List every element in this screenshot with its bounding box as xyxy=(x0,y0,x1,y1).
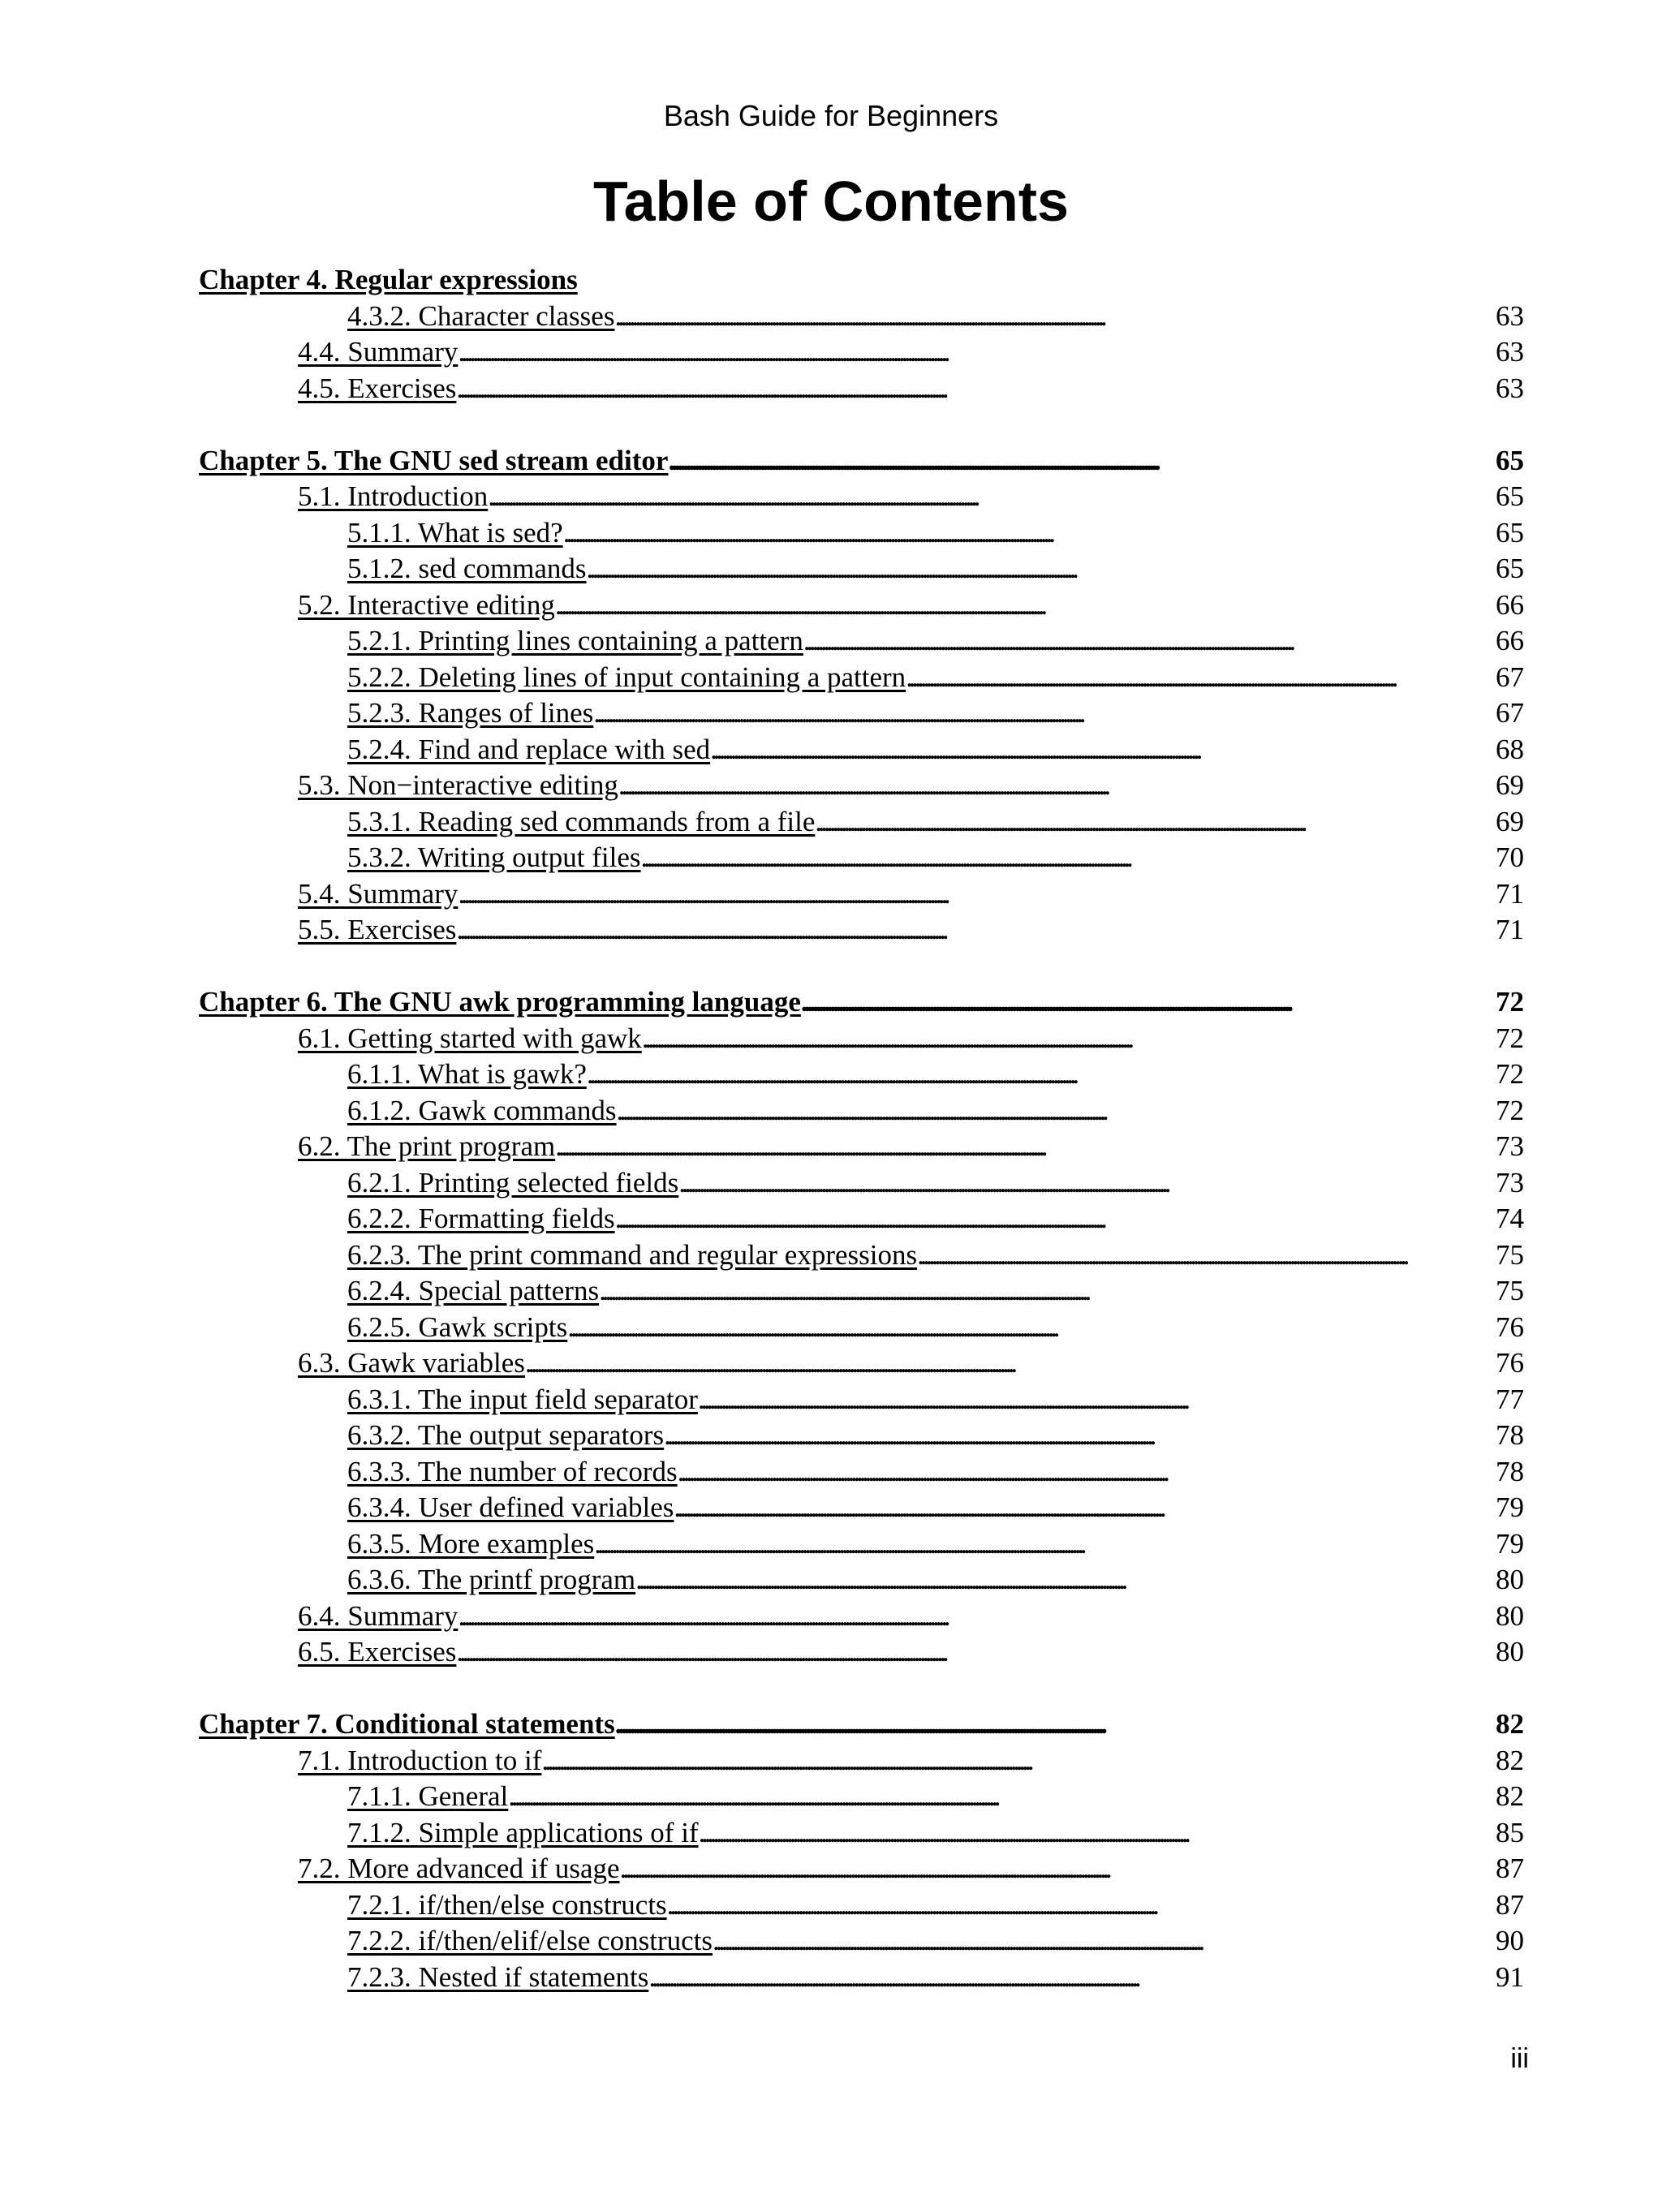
toc-entry xyxy=(199,695,1524,732)
toc-entry-link[interactable]: 7.1.1. General xyxy=(347,1780,509,1812)
toc-page-number: 75 xyxy=(1496,1238,1524,1271)
toc-entry-link[interactable]: 5.3.2. Writing output files xyxy=(347,841,641,873)
dot-leader xyxy=(642,1021,1496,1057)
toc-entry-link[interactable]: 7.1. Introduction to if xyxy=(298,1744,542,1776)
toc-entry xyxy=(199,299,1524,335)
toc-entry-link[interactable]: 7.1.2. Simple applications of if xyxy=(347,1816,699,1848)
toc-entry xyxy=(199,804,1524,841)
page-number: iii xyxy=(1510,2043,1529,2074)
dot-leader xyxy=(594,1526,1496,1563)
toc-entry xyxy=(199,1382,1524,1418)
dot-leader xyxy=(456,371,1496,407)
toc-entry-link[interactable]: 6.3. Gawk variables xyxy=(298,1347,525,1379)
toc-entry xyxy=(199,1454,1524,1491)
table-of-contents xyxy=(199,262,1524,1995)
toc-entry-link[interactable]: 4.4. Summary xyxy=(298,336,459,368)
dot-leader xyxy=(616,1093,1496,1130)
toc-entry-link[interactable]: Chapter 4. Regular expressions xyxy=(199,264,578,295)
dot-leader xyxy=(488,479,1496,515)
toc-page-number: 79 xyxy=(1496,1491,1524,1523)
toc-entry-link[interactable]: 6.3.2. The output separators xyxy=(347,1419,665,1451)
toc-entry xyxy=(199,1093,1524,1130)
dot-leader xyxy=(906,660,1496,696)
toc-entry xyxy=(199,1743,1524,1779)
dot-leader xyxy=(667,1887,1496,1924)
toc-page-number: 66 xyxy=(1496,588,1524,621)
dot-leader xyxy=(699,1815,1496,1852)
toc-entry xyxy=(199,587,1524,624)
toc-entry xyxy=(199,1634,1524,1671)
dot-leader xyxy=(710,732,1496,768)
dot-leader xyxy=(668,443,1496,480)
toc-page-number: 65 xyxy=(1496,480,1524,512)
toc-page-number: 77 xyxy=(1496,1383,1524,1415)
toc-entry-link[interactable]: 6.2.5. Gawk scripts xyxy=(347,1310,568,1343)
toc-entry xyxy=(199,1237,1524,1274)
dot-leader xyxy=(713,1923,1496,1960)
dot-leader xyxy=(614,299,1496,335)
toc-page-number: 67 xyxy=(1496,697,1524,729)
toc-entry xyxy=(199,1345,1524,1382)
toc-page-number: 82 xyxy=(1496,1780,1524,1812)
toc-entry-link[interactable]: 7.2. More advanced if usage xyxy=(298,1853,620,1884)
toc-entry xyxy=(199,1490,1524,1526)
toc-entry-link[interactable]: 5.3. Non−interactive editing xyxy=(298,769,618,801)
toc-entry xyxy=(199,1779,1524,1815)
toc-page-number: 79 xyxy=(1496,1527,1524,1560)
toc-entry xyxy=(199,1021,1524,1057)
toc-entry-link[interactable]: 6.5. Exercises xyxy=(298,1636,457,1668)
toc-entry-link[interactable]: Chapter 7. Conditional statements xyxy=(199,1708,615,1740)
toc-entry xyxy=(199,1273,1524,1310)
toc-page-number: 80 xyxy=(1496,1636,1524,1668)
toc-entry xyxy=(199,840,1524,876)
dot-leader xyxy=(541,1743,1496,1779)
toc-entry-link[interactable]: 7.2.1. if/then/else constructs xyxy=(347,1888,667,1921)
toc-page-number: 72 xyxy=(1496,986,1524,1018)
toc-entry-link[interactable]: 5.5. Exercises xyxy=(298,914,457,945)
toc-page-number: 69 xyxy=(1496,805,1524,837)
dot-leader xyxy=(815,804,1496,841)
toc-entry-link[interactable]: 6.3.1. The input field separator xyxy=(347,1383,698,1415)
dot-leader xyxy=(458,1599,1496,1635)
toc-entry-link[interactable]: 5.1.2. sed commands xyxy=(347,553,587,584)
dot-leader xyxy=(698,1382,1496,1418)
toc-page-number: 73 xyxy=(1496,1130,1524,1162)
toc-entry-link[interactable]: 6.3.4. User defined variables xyxy=(347,1491,674,1523)
dot-leader xyxy=(458,876,1496,913)
toc-page-number: 82 xyxy=(1496,1744,1524,1776)
toc-entry-link[interactable]: 6.1.1. What is gawk? xyxy=(347,1058,587,1090)
toc-entry-link[interactable]: 6.2. The print program xyxy=(298,1130,556,1162)
dot-leader xyxy=(567,1310,1496,1346)
dot-leader xyxy=(555,587,1496,624)
dot-leader xyxy=(587,1057,1496,1093)
toc-page-number: 78 xyxy=(1496,1419,1524,1451)
toc-page-number: 65 xyxy=(1496,444,1524,476)
toc-page-number: 68 xyxy=(1496,733,1524,765)
toc-chapter-entry xyxy=(199,262,1524,299)
toc-entry-link[interactable]: 5.2. Interactive editing xyxy=(298,588,555,621)
toc-entry-link[interactable]: 4.3.2. Character classes xyxy=(347,299,615,332)
toc-page-number: 87 xyxy=(1496,1888,1524,1921)
dot-leader xyxy=(801,984,1496,1021)
toc-entry-link[interactable]: 5.2.3. Ranges of lines xyxy=(347,697,594,729)
toc-entry-link[interactable]: 5.1. Introduction xyxy=(298,480,489,512)
toc-entry xyxy=(199,876,1524,913)
toc-page-number: 70 xyxy=(1496,841,1524,873)
dot-leader xyxy=(674,1490,1496,1526)
toc-page-number: 75 xyxy=(1496,1275,1524,1306)
toc-page-number: 91 xyxy=(1496,1960,1524,1993)
dot-leader xyxy=(456,912,1496,949)
toc-entry xyxy=(199,768,1524,804)
toc-entry-link[interactable]: 5.3.1. Reading sed commands from a file xyxy=(347,805,816,837)
toc-entry xyxy=(199,515,1524,552)
dot-leader xyxy=(525,1345,1496,1382)
toc-entry xyxy=(199,660,1524,696)
toc-entry-link[interactable]: 6.3.5. More examples xyxy=(347,1527,595,1560)
toc-entry xyxy=(199,1165,1524,1202)
dot-leader xyxy=(678,1454,1496,1491)
dot-leader xyxy=(618,768,1496,804)
dot-leader xyxy=(587,551,1496,587)
toc-entry xyxy=(199,551,1524,587)
toc-page-number: 72 xyxy=(1496,1058,1524,1090)
toc-entry xyxy=(199,1201,1524,1237)
dot-leader xyxy=(555,1129,1496,1165)
toc-entry-link[interactable]: 6.1. Getting started with gawk xyxy=(298,1022,642,1054)
toc-page-number: 76 xyxy=(1496,1310,1524,1343)
dot-leader xyxy=(615,1706,1496,1743)
toc-entry-link[interactable]: Chapter 5. The GNU sed stream editor xyxy=(199,444,669,476)
section-gap xyxy=(199,407,1524,443)
dot-leader xyxy=(615,1201,1496,1237)
toc-entry-link[interactable]: 6.2.2. Formatting fields xyxy=(347,1203,615,1234)
toc-chapter-entry xyxy=(199,1706,1524,1743)
toc-page-number: 72 xyxy=(1496,1022,1524,1054)
toc-entry-link[interactable]: 6.3.3. The number of records xyxy=(347,1455,678,1487)
toc-entry xyxy=(199,1129,1524,1165)
toc-entry xyxy=(199,1923,1524,1960)
dot-leader xyxy=(635,1562,1496,1599)
page-title: Table of Contents xyxy=(593,170,1069,233)
toc-entry xyxy=(199,623,1524,660)
toc-chapter-entry xyxy=(199,443,1524,480)
toc-chapter-entry xyxy=(199,984,1524,1021)
dot-leader xyxy=(641,840,1496,876)
toc-entry-link[interactable]: 6.2.1. Printing selected fields xyxy=(347,1166,679,1199)
dot-leader xyxy=(664,1418,1496,1454)
toc-entry-link[interactable]: 5.4. Summary xyxy=(298,877,459,910)
toc-entry xyxy=(199,1815,1524,1852)
toc-page-number: 73 xyxy=(1496,1166,1524,1199)
toc-entry-link[interactable]: 6.4. Summary xyxy=(298,1599,459,1632)
toc-page-number: 87 xyxy=(1496,1853,1524,1884)
toc-page-number: 80 xyxy=(1496,1564,1524,1595)
dot-leader xyxy=(803,623,1496,660)
toc-page-number: 71 xyxy=(1496,914,1524,945)
toc-entry xyxy=(199,1599,1524,1635)
toc-entry-link[interactable]: 7.2.2. if/then/elif/else constructs xyxy=(347,1925,713,1956)
toc-page-number: 67 xyxy=(1496,661,1524,693)
toc-page-number: 69 xyxy=(1496,769,1524,801)
toc-page-number: 80 xyxy=(1496,1599,1524,1632)
dot-leader xyxy=(620,1851,1496,1887)
toc-entry xyxy=(199,1310,1524,1346)
toc-entry xyxy=(199,732,1524,768)
toc-page-number: 63 xyxy=(1496,372,1524,404)
toc-entry xyxy=(199,1887,1524,1924)
toc-entry xyxy=(199,1851,1524,1887)
toc-page-number: 78 xyxy=(1496,1455,1524,1487)
toc-entry-link[interactable]: 6.2.4. Special patterns xyxy=(347,1275,600,1306)
toc-entry-link[interactable]: Chapter 6. The GNU awk programming language xyxy=(199,986,801,1018)
toc-entry-link[interactable]: 5.1.1. What is sed? xyxy=(347,516,563,549)
dot-leader xyxy=(648,1960,1496,1996)
toc-entry xyxy=(199,1526,1524,1563)
section-gap xyxy=(199,949,1524,985)
dot-leader xyxy=(456,1634,1496,1671)
toc-entry xyxy=(199,912,1524,949)
toc-page-number: 65 xyxy=(1496,553,1524,584)
dot-leader xyxy=(563,515,1496,552)
toc-entry-link[interactable]: 4.5. Exercises xyxy=(298,372,457,404)
dot-leader xyxy=(599,1273,1496,1310)
toc-entry xyxy=(199,371,1524,407)
toc-page-number: 65 xyxy=(1496,516,1524,549)
toc-entry-link[interactable]: 5.2.1. Printing lines containing a pattern xyxy=(347,625,803,656)
toc-entry-link[interactable]: 7.2.3. Nested if statements xyxy=(347,1960,649,1993)
toc-entry-link[interactable]: 5.2.2. Deleting lines of input containing a pattern xyxy=(347,661,906,693)
toc-page-number: 85 xyxy=(1496,1816,1524,1848)
toc-entry xyxy=(199,1057,1524,1093)
toc-entry xyxy=(199,479,1524,515)
dot-leader xyxy=(678,1165,1496,1202)
toc-page-number: 72 xyxy=(1496,1094,1524,1126)
toc-page-number: 74 xyxy=(1496,1203,1524,1234)
toc-page-number: 63 xyxy=(1496,336,1524,368)
toc-entry xyxy=(199,1562,1524,1599)
toc-entry xyxy=(199,1960,1524,1996)
dot-leader xyxy=(458,334,1496,371)
toc-entry-link[interactable]: 5.2.4. Find and replace with sed xyxy=(347,733,711,765)
toc-page-number: 82 xyxy=(1496,1708,1524,1740)
toc-page-number: 90 xyxy=(1496,1925,1524,1956)
dot-leader xyxy=(508,1779,1496,1815)
toc-entry-link[interactable]: 6.2.3. The print command and regular expressions xyxy=(347,1238,918,1271)
toc-entry-link[interactable]: 6.3.6. The printf program xyxy=(347,1564,636,1595)
section-gap xyxy=(199,1671,1524,1707)
toc-page-number: 66 xyxy=(1496,625,1524,656)
dot-leader xyxy=(917,1237,1496,1274)
toc-page-number: 63 xyxy=(1496,299,1524,332)
toc-page-number: 76 xyxy=(1496,1347,1524,1379)
toc-entry-link[interactable]: 6.1.2. Gawk commands xyxy=(347,1094,617,1126)
toc-entry xyxy=(199,334,1524,371)
dot-leader xyxy=(593,695,1496,732)
running-header: Bash Guide for Beginners xyxy=(663,99,999,132)
toc-entry xyxy=(199,1418,1524,1454)
toc-page-number: 71 xyxy=(1496,877,1524,910)
